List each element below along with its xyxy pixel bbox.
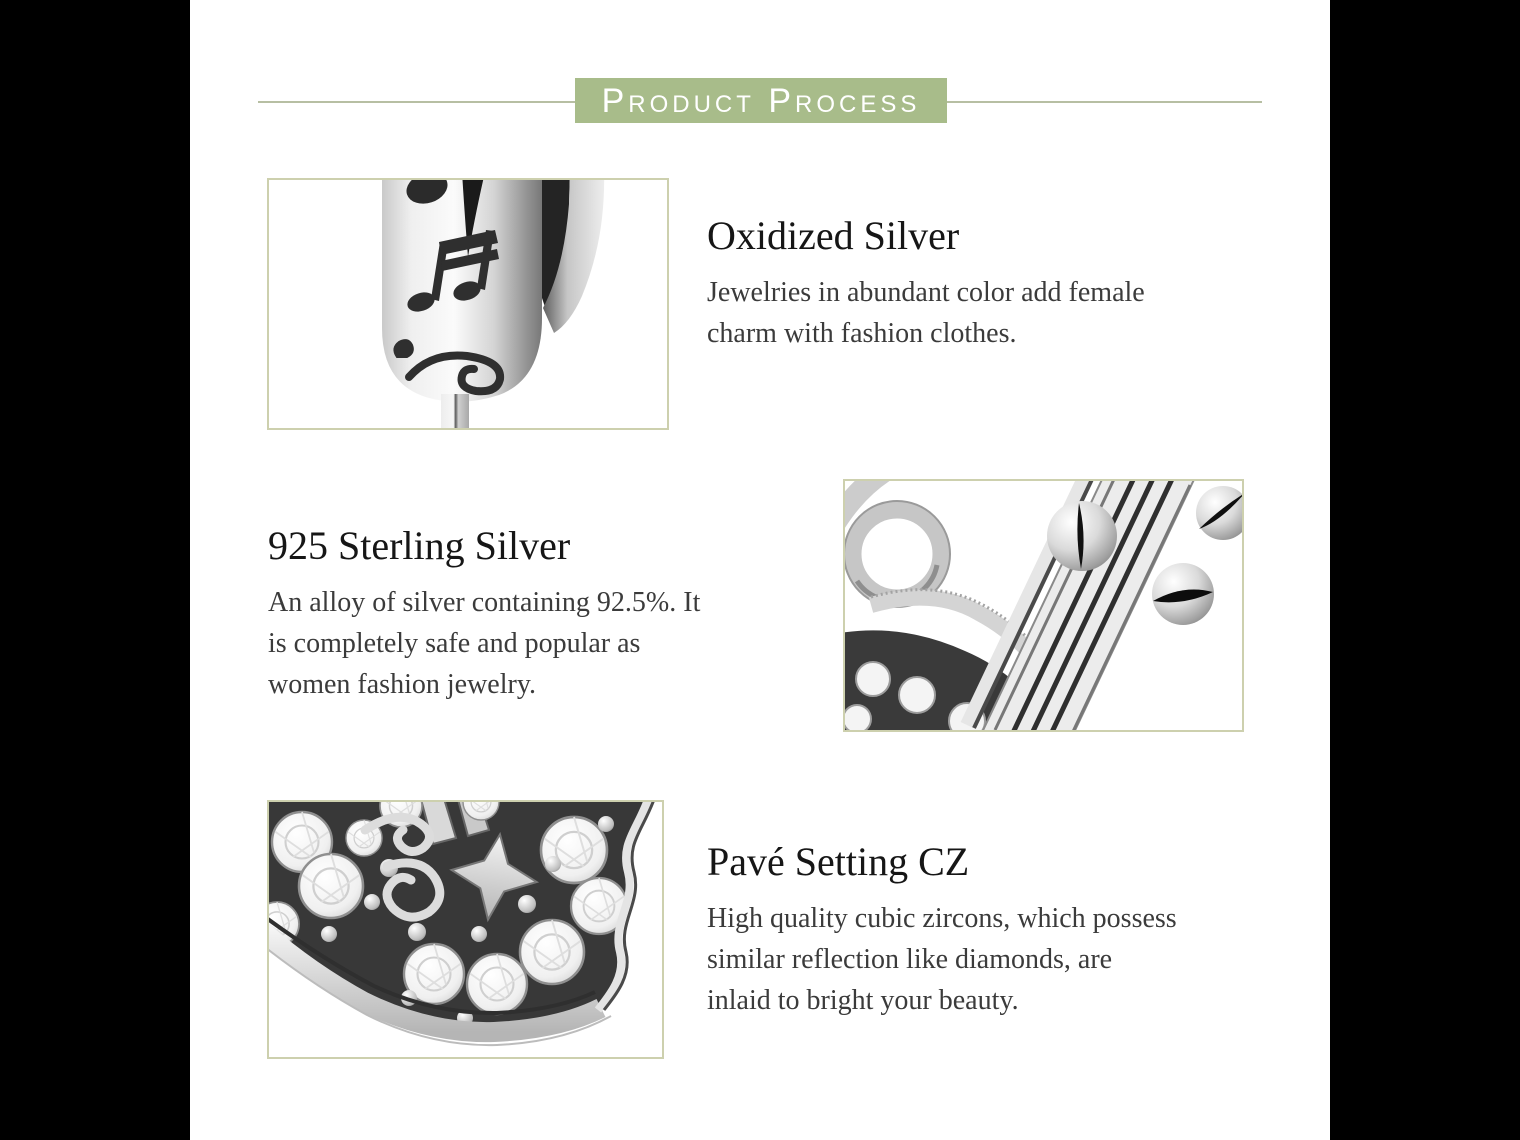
feature-body-line: High quality cubic zircons, which possess (707, 903, 1177, 934)
feature-body-line: inlaid to bright your beauty. (707, 985, 1019, 1016)
page-title (575, 78, 947, 123)
violin-charm-image (845, 481, 1242, 730)
page-title-label: Product Process (601, 82, 921, 120)
feature-pave-setting-cz (707, 840, 1177, 1021)
feature-body-line: is completely safe and popular as (268, 628, 641, 659)
feature-body-line: women fashion jewelry. (268, 669, 536, 700)
charm-stem (441, 394, 469, 428)
letterbox-bar-right (1330, 0, 1520, 1140)
photo-pave-setting-cz (267, 800, 664, 1059)
feature-body-line: similar reflection like diamonds, are (707, 944, 1113, 975)
feature-heading: 925 Sterling Silver (268, 523, 571, 568)
header-rule-right (947, 101, 1262, 103)
silver-charm-bail-image (269, 180, 667, 428)
header-rule-left (258, 101, 575, 103)
feature-heading: Oxidized Silver (707, 213, 960, 258)
product-process-panel (190, 0, 1330, 1140)
photo-oxidized-silver (267, 178, 669, 430)
feature-heading: Pavé Setting CZ (707, 839, 970, 884)
letterbox-bar-left (0, 0, 190, 1140)
feature-body-line: An alloy of silver containing 92.5%. It (268, 587, 701, 618)
feature-925-sterling-silver (268, 524, 700, 705)
feature-oxidized-silver (707, 214, 1145, 354)
feature-body-line: Jewelries in abundant color add female (707, 277, 1145, 308)
photo-sterling-silver (843, 479, 1244, 732)
cz-pave-heart-image (269, 802, 662, 1057)
feature-body-line: charm with fashion clothes. (707, 318, 1017, 349)
